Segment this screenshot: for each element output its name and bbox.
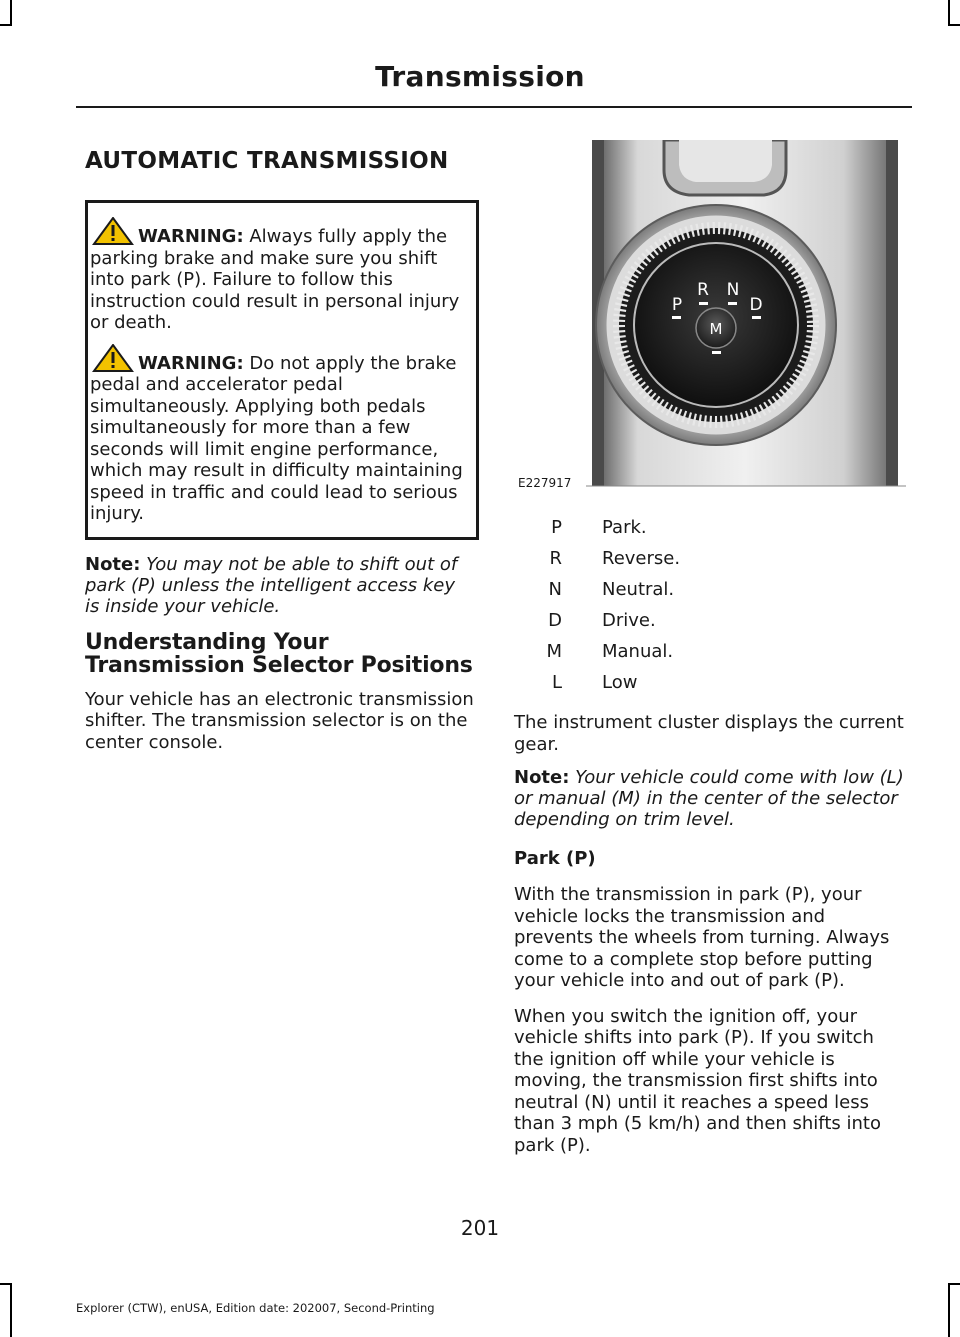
paragraph: Your vehicle has an electronic transmission shifter. The transmission selector is on the center console.	[85, 688, 474, 753]
warning-triangle-icon	[92, 217, 134, 245]
gear-description: Park.	[602, 517, 647, 538]
warning-1	[90, 217, 468, 334]
chapter-title: Transmission	[375, 60, 585, 93]
warning-triangle-icon	[92, 344, 134, 372]
left-column	[85, 140, 475, 753]
dial-letter-n: N	[726, 280, 740, 300]
gear-description: Low	[602, 672, 638, 693]
dial-letter-p: P	[671, 295, 683, 315]
note-label: Note:	[514, 767, 570, 788]
crop-mark	[10, 0, 12, 26]
gear-row	[514, 574, 908, 605]
note	[514, 767, 908, 830]
gear-row	[514, 605, 908, 636]
gear-code: P	[551, 517, 562, 538]
crop-mark	[948, 24, 960, 26]
crop-mark	[948, 1283, 960, 1285]
crop-mark	[948, 1283, 950, 1337]
page-number: 201	[460, 1216, 500, 1240]
gear-row	[514, 636, 908, 667]
gear-row	[514, 543, 908, 574]
header-rule	[76, 106, 912, 108]
park-paragraph-1: With the transmission in park (P), your vehicle locks the transmission and prevents the wheels from turning. Always come to a complete stop before putting your vehicle into and out of park (P).	[514, 884, 890, 991]
park-paragraph-2: When you switch the ignition off, your vehicle shifts into park (P). If you switch the ignition off while your vehicle is moving, the transmission first shifts into neutral (N) until it reaches a speed less than 3 mph (5 km/h) and then shifts into park (P).	[514, 1005, 881, 1156]
figure-id: E227917	[518, 476, 572, 490]
note-label: Note:	[85, 553, 141, 575]
shifter-illustration	[514, 140, 906, 490]
note	[85, 554, 475, 617]
crop-mark	[0, 24, 12, 26]
gear-row	[514, 512, 908, 543]
gear-code: M	[546, 641, 562, 662]
dial-letter-m: M	[709, 320, 723, 338]
warning-2	[90, 344, 468, 525]
gear-description: Reverse.	[602, 548, 681, 569]
warning-text: Always fully apply the parking brake and make sure you shift into park (P). Failure to follow this instruction could result in personal injury or death.	[90, 226, 460, 333]
park-heading: Park (P)	[514, 848, 596, 869]
gear-code: R	[549, 548, 562, 569]
warning-box	[85, 200, 479, 540]
dial-letter-r: R	[697, 280, 709, 300]
gear-code: L	[551, 672, 562, 693]
crop-mark	[0, 1283, 12, 1285]
gear-row	[514, 667, 908, 698]
note-text: Your vehicle could come with low (L) or manual (M) in the center of the selector depending on trim level.	[514, 767, 904, 830]
warning-label: WARNING:	[138, 352, 244, 374]
cluster-paragraph: The instrument cluster displays the current gear.	[514, 712, 904, 755]
note-text: You may not be able to shift out of park (P) unless the intelligent access key is inside your vehicle.	[85, 553, 458, 617]
gear-description: Neutral.	[602, 579, 675, 600]
right-column	[514, 140, 908, 1156]
gear-list	[514, 512, 908, 698]
shifter-figure	[514, 140, 906, 490]
section-title: AUTOMATIC TRANSMISSION	[85, 148, 449, 174]
gear-description: Drive.	[602, 610, 656, 631]
gear-code: D	[548, 610, 562, 631]
warning-text: Do not apply the brake pedal and accelerator pedal simultaneously. Applying both pedals simultaneously for more than a few seconds will limit engine performance, which may result in difficulty maintaining speed in traffic and could lead to serious injury.	[90, 352, 463, 524]
dial-letter-d: D	[749, 295, 763, 315]
gear-code: N	[548, 579, 562, 600]
crop-mark	[10, 1283, 12, 1337]
warning-label: WARNING:	[138, 226, 244, 247]
gear-description: Manual.	[602, 641, 674, 662]
crop-mark	[948, 0, 950, 26]
subheading: Understanding Your Transmission Selector Positions	[85, 629, 473, 678]
footer-text: Explorer (CTW), enUSA, Edition date: 202007, Second-Printing	[76, 1301, 435, 1315]
